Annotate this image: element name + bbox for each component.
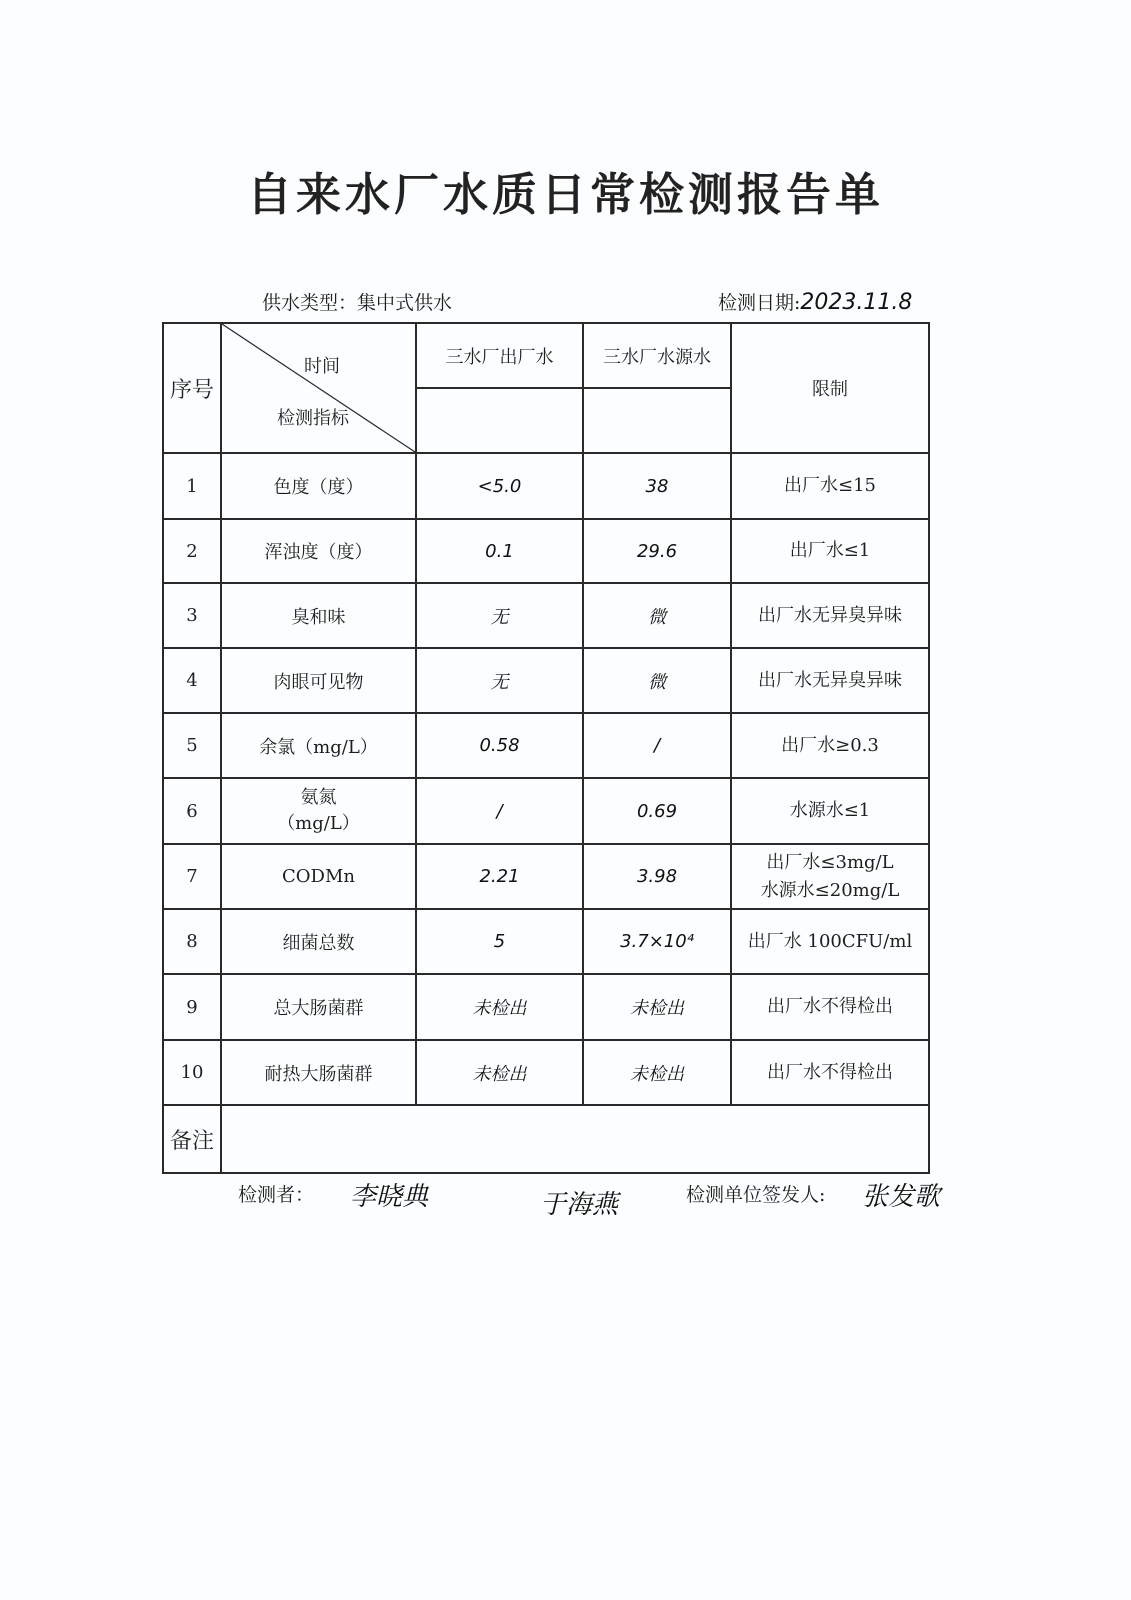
supply-type-label: 供水类型：: [262, 292, 358, 314]
header-col2-empty: [583, 388, 731, 453]
supply-type-line: [262, 288, 452, 315]
table-row: [163, 519, 929, 583]
row-value-outlet: <5.0: [416, 453, 583, 519]
tester-signature-2: 于海燕: [540, 1190, 619, 1220]
report-table: [162, 322, 930, 1174]
row-limit: 出厂水不得检出: [731, 1040, 929, 1105]
row-indicator: 余氯（mg/L）: [221, 713, 416, 778]
row-no: 6: [163, 778, 221, 844]
row-no: 3: [163, 583, 221, 648]
row-indicator: 耐热大肠菌群: [221, 1040, 416, 1105]
row-indicator: CODMn: [221, 844, 416, 909]
tester-signature-1: 李晓典: [350, 1182, 429, 1212]
row-indicator: 肉眼可见物: [221, 648, 416, 713]
row-value-source: /: [583, 713, 731, 778]
table-row: [163, 453, 929, 519]
header-diagonal-cell: [221, 323, 416, 453]
row-value-source: 微: [583, 583, 731, 648]
row-value-source: 3.98: [583, 844, 731, 909]
row-indicator: 色度（度）: [221, 453, 416, 519]
row-no: 7: [163, 844, 221, 909]
row-no: 8: [163, 909, 221, 974]
row-value-source: 未检出: [583, 1040, 731, 1105]
row-value-outlet: 未检出: [416, 974, 583, 1040]
header-seq: 序号: [163, 323, 221, 453]
supply-type-value: 集中式供水: [357, 292, 453, 314]
row-limit: 出厂水≤15: [731, 453, 929, 519]
remarks-value: [221, 1105, 929, 1173]
header-col1: 三水厂出厂水: [416, 323, 583, 388]
row-value-source: 未检出: [583, 974, 731, 1040]
row-indicator: 总大肠菌群: [221, 974, 416, 1040]
row-value-outlet: 未检出: [416, 1040, 583, 1105]
remarks-label: 备注: [163, 1105, 221, 1173]
row-indicator: 浑浊度（度）: [221, 519, 416, 583]
tester-label: 检测者：: [238, 1184, 315, 1206]
row-value-outlet: 0.58: [416, 713, 583, 778]
row-indicator: 臭和味: [221, 583, 416, 648]
issuer-label: 检测单位签发人:: [686, 1184, 826, 1206]
header-col1-empty: [416, 388, 583, 453]
row-limit: 水源水≤1: [731, 778, 929, 844]
row-no: 2: [163, 519, 221, 583]
table-row: [163, 778, 929, 844]
table-row: [163, 909, 929, 974]
row-value-outlet: /: [416, 778, 583, 844]
table-row: [163, 648, 929, 713]
row-limit: 出厂水 100CFU/ml: [731, 909, 929, 974]
date-value: 2023.11.8: [800, 290, 913, 315]
table-row: [163, 974, 929, 1040]
row-limit: 出厂水≥0.3: [731, 713, 929, 778]
row-value-outlet: 5: [416, 909, 583, 974]
table-row: [163, 1040, 929, 1105]
diagonal-line: [222, 324, 415, 452]
row-value-source: 29.6: [583, 519, 731, 583]
table-row: [163, 844, 929, 909]
table-row: [163, 713, 929, 778]
row-value-outlet: 2.21: [416, 844, 583, 909]
row-value-outlet: 无: [416, 583, 583, 648]
row-no: 5: [163, 713, 221, 778]
issuer-signature: 张发歌: [862, 1182, 941, 1212]
row-limit: 出厂水无异臭异味: [731, 648, 929, 713]
row-limit: 出厂水≤3mg/L 水源水≤20mg/L: [731, 844, 929, 909]
row-value-outlet: 无: [416, 648, 583, 713]
table-row: [163, 583, 929, 648]
row-value-outlet: 0.1: [416, 519, 583, 583]
row-value-source: 微: [583, 648, 731, 713]
row-limit: 出厂水不得检出: [731, 974, 929, 1040]
date-line: [718, 288, 912, 315]
row-indicator: 细菌总数: [221, 909, 416, 974]
remarks-row: [163, 1105, 929, 1173]
header-col2: 三水厂水源水: [583, 323, 731, 388]
row-value-source: 0.69: [583, 778, 731, 844]
row-no: 4: [163, 648, 221, 713]
row-indicator: 氨氮 （mg/L）: [221, 778, 416, 844]
header-indicator: 检测指标: [277, 408, 349, 429]
row-no: 10: [163, 1040, 221, 1105]
header-time: 时间: [304, 356, 340, 377]
date-label: 检测日期:: [718, 292, 801, 314]
row-value-source: 38: [583, 453, 731, 519]
header-limit: 限制: [731, 323, 929, 453]
report-title: 自来水厂水质日常检测报告单: [246, 168, 884, 221]
row-limit: 出厂水无异臭异味: [731, 583, 929, 648]
row-limit: 出厂水≤1: [731, 519, 929, 583]
row-value-source: 3.7×10⁴: [583, 909, 731, 974]
row-no: 9: [163, 974, 221, 1040]
row-no: 1: [163, 453, 221, 519]
